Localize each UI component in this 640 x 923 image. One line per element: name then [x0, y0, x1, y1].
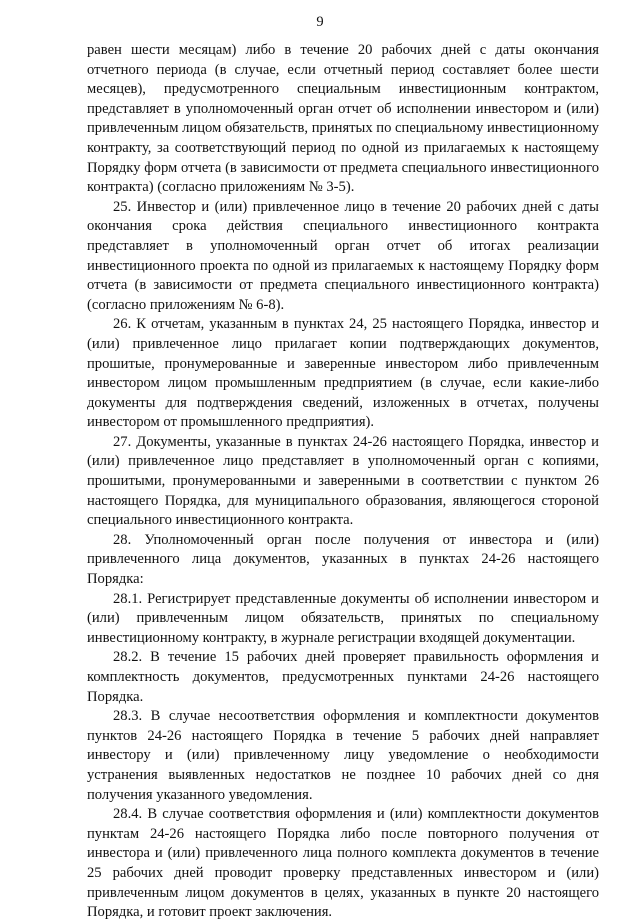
- page-number: 9: [316, 14, 324, 30]
- paragraph-25: 25. Инвестор и (или) привлеченное лицо в течение 20 рабочих дней с даты окончания срока действия специального инвестиционного контракта представляет в уполномоченный орган отчет об итогах реализации инвестиционного проекта по одной из прилагаемых к настоящему Порядку форм отчета (в зависимости от предмета специального инвестиционного контракта) (согласно приложениям № 6-8).: [87, 198, 599, 313]
- paragraph-28-1: 28.1. Регистрирует представленные документы об исполнении инвестором и (или) привлеченным лицом обязательств, принятых по специальному инвестиционному контракту, в журнале регистрации входящей документации.: [87, 590, 599, 646]
- paragraph-continuation: равен шести месяцам) либо в течение 20 рабочих дней с даты окончания отчетного периода (в случае, если отчетный период составляет более шести месяцев), предусмотренного специальным инвестиционным контрактом, представляет в уполномоченный орган отчет об исполнении инвестором и (или) привлеченным лицом обязательств, принятых по специальному инвестиционному контракту, за соответствующий период по одной из прилагаемых к настоящему Порядку форм отчета (в зависимости от предмета специального инвестиционного контракта) (согласно приложениям № 3-5).: [87, 42, 599, 196]
- document-body: [87, 41, 599, 923]
- paragraph-27: 27. Документы, указанные в пунктах 24-26 настоящего Порядка, инвестор и (или) привлеченное лицо представляет в уполномоченный орган с копиями, прошитыми, пронумерованными и заверенными в соответствии с пунктом 26 настоящего Порядка, для муниципального образования, являющегося стороной специального инвестиционного контракта.: [87, 433, 599, 529]
- paragraph-28: 28. Уполномоченный орган после получения от инвестора и (или) привлеченного лица документов, указанных в пунктах 24-26 настоящего Порядка:: [87, 531, 599, 588]
- paragraph-28-4: 28.4. В случае соответствия оформления и (или) комплектности документов пунктам 24-26 настоящего Порядка либо после повторного получения от инвестора и (или) привлеченного лица полного комплекта документов в течение 25 рабочих дней проводит проверку представленных инвестором и (или) привлеченным лицом документов в целях, указанных в пункте 20 настоящего Порядка, и готовит проект заключения.: [87, 806, 599, 921]
- paragraph-26: 26. К отчетам, указанным в пунктах 24, 25 настоящего Порядка, инвестор и (или) привлеченное лицо прилагает копии подтверждающих документов, прошитые, пронумерованные и заверенные инвестором либо привлеченным инвестором лицом промышленным предприятием (в случае, если какие-либо документы для подтверждения сведений, изложенных в отчетах, получены инвестором от промышленного предприятия).: [87, 316, 599, 431]
- paragraph-28-2: 28.2. В течение 15 рабочих дней проверяет правильность оформления и комплектность документов, предусмотренных пунктами 24-26 настоящего Порядка.: [87, 649, 599, 705]
- paragraph-28-3: 28.3. В случае несоответствия оформления и комплектности документов пунктов 24-26 настоящего Порядка в течение 5 рабочих дней направляет инвестору и (или) привлеченному лицу уведомление о необходимости устранения выявленных недостатков не позднее 10 рабочих дней со дня получения указанного уведомления.: [87, 708, 599, 803]
